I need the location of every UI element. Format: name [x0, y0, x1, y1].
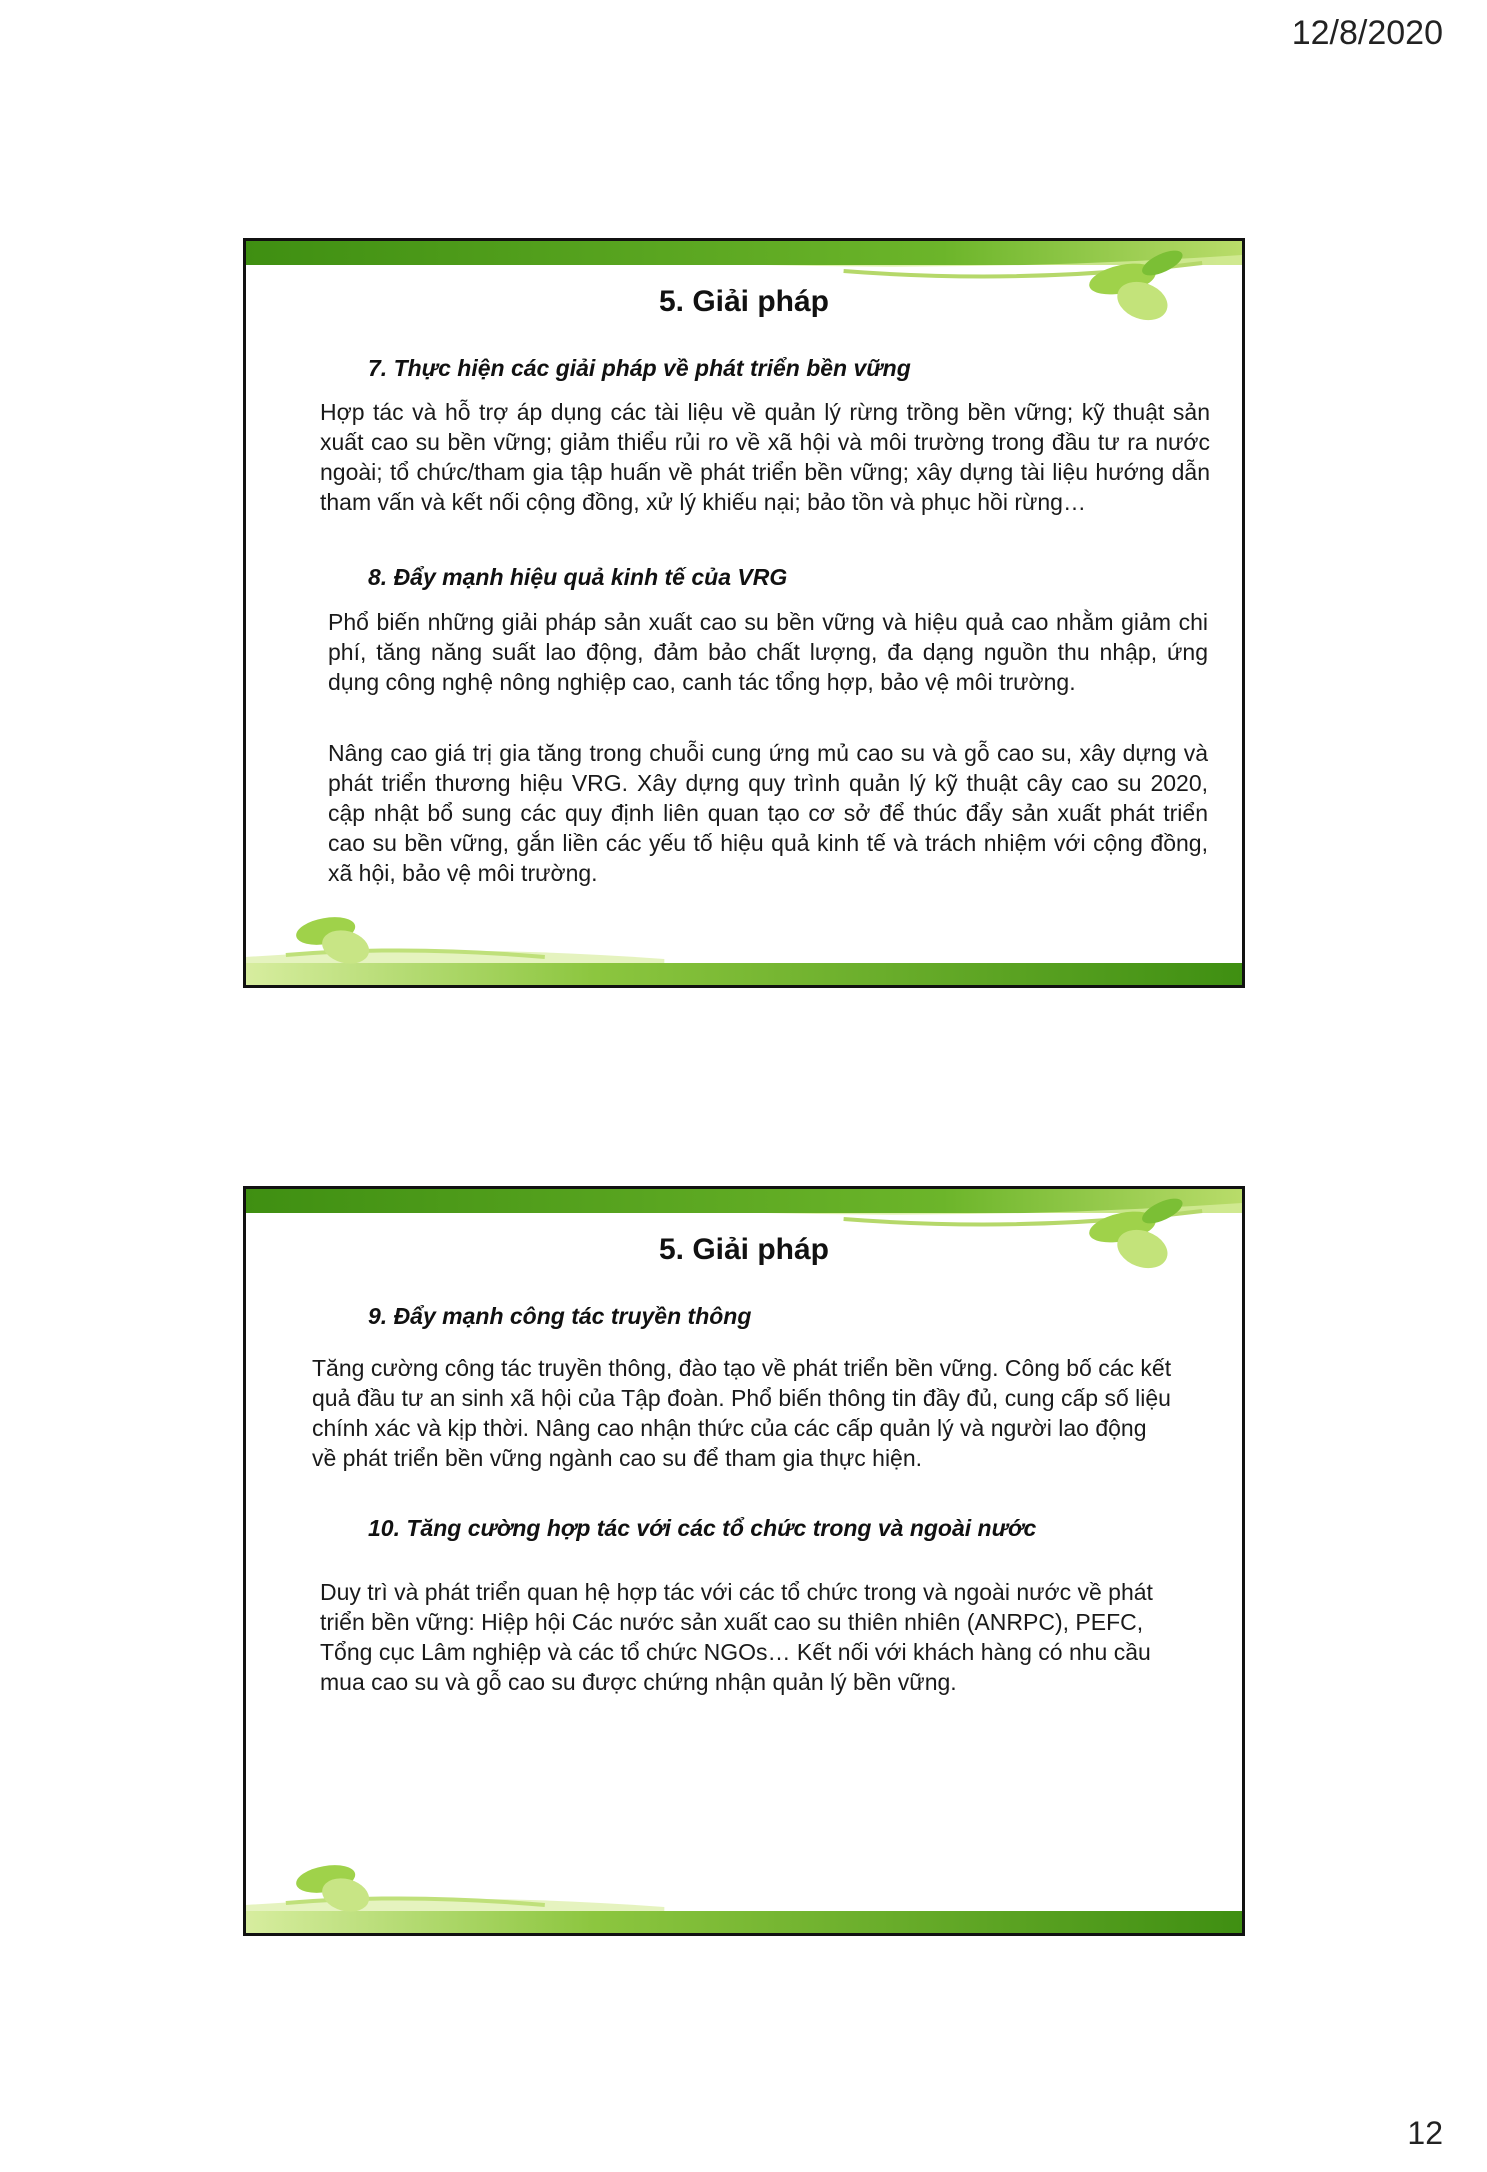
bottom-leaf-decoration: [246, 1853, 1242, 1933]
slide-2: [243, 1186, 1245, 1936]
section-heading-8: 8. Đẩy mạnh hiệu quả kinh tế của VRG: [368, 564, 788, 590]
paragraph-value-added: Nâng cao giá trị gia tăng trong chuỗi cung ứng mủ cao su và gỗ cao su, xây dựng và phát triển thương hiệu VRG. Xây dựng quy trình quản lý kỹ thuật cây cao su 2020, cập nhật bổ sung các quy định liên quan tạo cơ sở để thúc đẩy sản xuất phát triển cao su bền vững, gắn liền các yếu tố hiệu quả kinh tế và trách nhiệm với cộng đồng, xã hội, bảo vệ môi trường.: [328, 740, 1208, 886]
paragraph-economic-efficiency: Phổ biến những giải pháp sản xuất cao su bền vững và hiệu quả cao nhằm giảm chi phí, tăng năng suất lao động, đảm bảo chất lượng, đa dạng nguồn thu nhập, ứng dụng công nghệ nông nghiệp cao, canh tác tổng hợp, bảo vệ môi trường.: [328, 609, 1208, 695]
page-number: 12: [1407, 2115, 1443, 2151]
slide-title: 5. Giải pháp: [658, 285, 830, 318]
section-heading-9: 9. Đẩy mạnh công tác truyền thông: [368, 1303, 752, 1329]
section-heading-7: 7. Thực hiện các giải pháp về phát triển bền vững: [368, 355, 911, 381]
paragraph-cooperation: Duy trì và phát triển quan hệ hợp tác với các tổ chức trong và ngoài nước về phát triển bền vững: Hiệp hội Các nước sản xuất cao su thiên nhiên (ANRPC), PEFC, Tổng cục Lâm nghiệp và các tổ chức NGOs… Kết nối với khách hàng có nhu cầu mua cao su và gỗ cao su được chứng nhận quản lý bền vững.: [320, 1579, 1153, 1695]
bottom-leaf-decoration: [246, 905, 1242, 985]
page-date: 12/8/2020: [1291, 14, 1443, 52]
slide-1: [243, 238, 1245, 988]
section-heading-10: 10. Tăng cường hợp tác với các tổ chức trong và ngoài nước: [368, 1515, 1037, 1541]
paragraph-communication: Tăng cường công tác truyền thông, đào tạo về phát triển bền vững. Công bố các kết quả đầu tư an sinh xã hội của Tập đoàn. Phổ biến thông tin đầy đủ, cung cấp số liệu chính xác và kịp thời. Nâng cao nhận thức của các cấp quản lý và người lao động về phát triển bền vững ngành cao su để tham gia thực hiện.: [312, 1355, 1172, 1471]
paragraph-sustainable-solutions: Hợp tác và hỗ trợ áp dụng các tài liệu về quản lý rừng trồng bền vững; kỹ thuật sản xuất cao su bền vững; giảm thiểu rủi ro về xã hội và môi trường trong đầu tư ra nước ngoài; tổ chức/tham gia tập huấn về phát triển bền vững; xây dựng tài liệu hướng dẫn tham vấn và kết nối cộng đồng, xử lý khiếu nại; bảo tồn và phục hồi rừng…: [320, 399, 1210, 515]
slide-title: 5. Giải pháp: [658, 1233, 830, 1266]
